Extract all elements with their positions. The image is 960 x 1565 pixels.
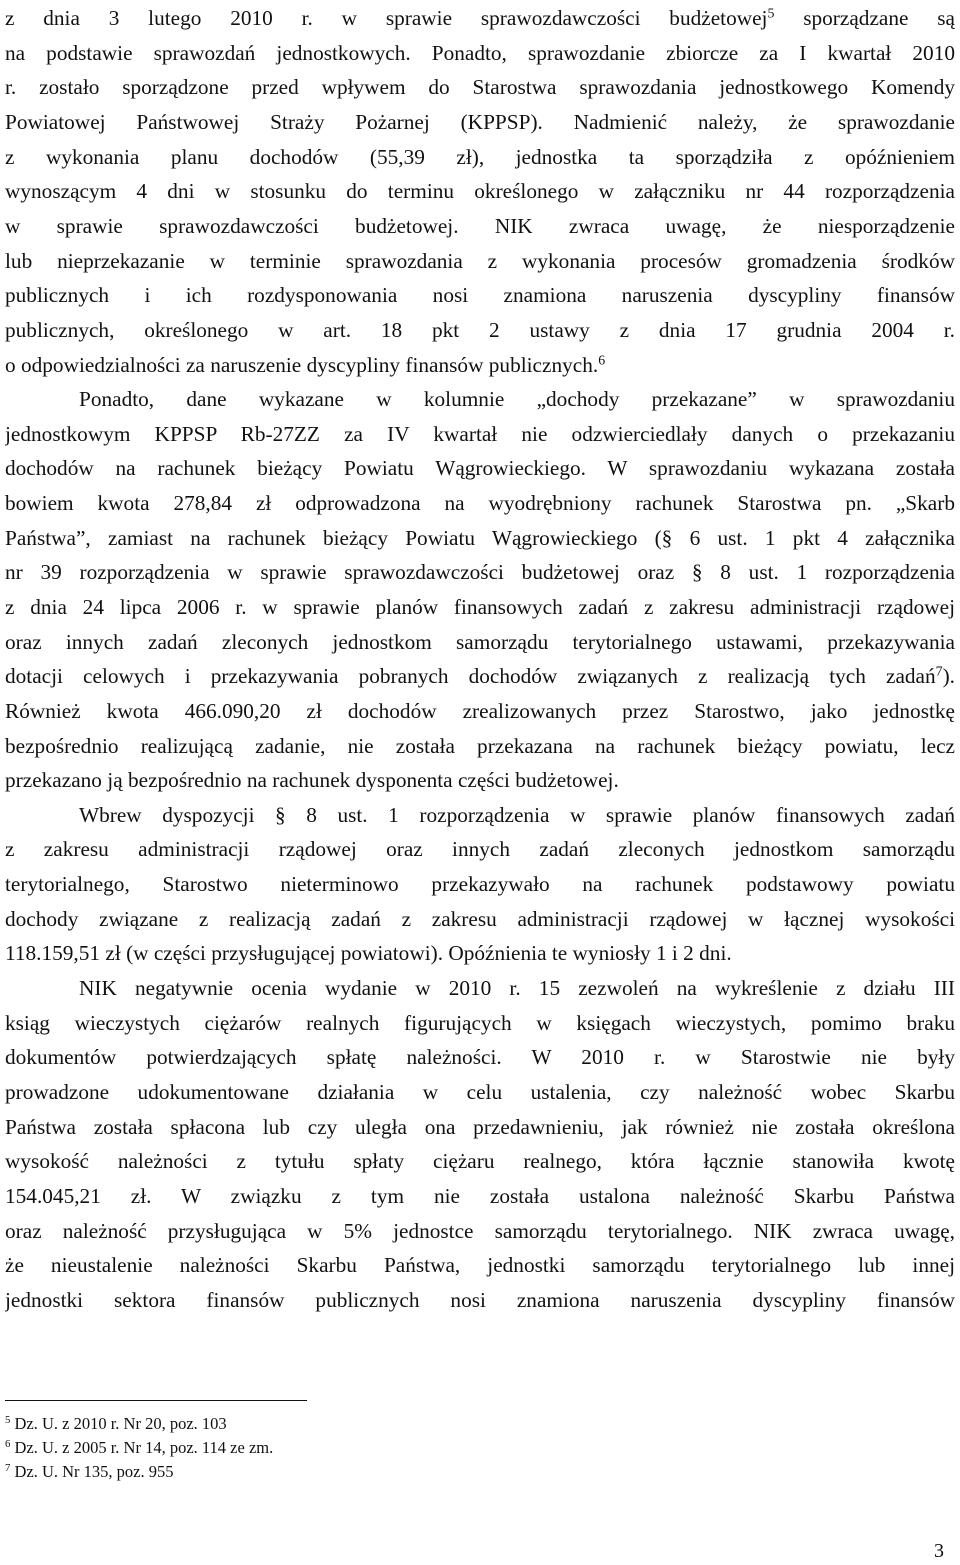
text-line-30: ksiąg wieczystych ciężarów realnych figurujących w księgach wieczystych, pomimo braku	[5, 1011, 955, 1035]
text-line-12: Ponadto, dane wykazane w kolumnie „dochody przekazane” w sprawozdaniu	[79, 387, 955, 411]
text-line-3: r. zostało sporządzone przed wpływem do Starostwa sprawozdania jednostkowego Komendy	[5, 75, 955, 99]
page-number: 3	[934, 1540, 944, 1562]
text-line-34: wysokość należności z tytułu spłaty ciężaru realnego, która łącznie stanowiła kwotę	[5, 1149, 955, 1173]
footnote-6: $^6$ Dz. U. z 2005 r. Nr 14, poz. 114 ze zm.	[5, 1438, 274, 1457]
text-line-36: oraz należność przysługująca w 5% jednostce samorządu terytorialnego. NIK zwraca uwagę,	[5, 1219, 955, 1243]
text-line-16: Państwa”, zamiast na rachunek bieżący Powiatu Wągrowieckiego (§ 6 ust. 1 pkt 4 załącznika	[5, 526, 955, 550]
text-line-11: o odpowiedzialności za naruszenie dyscypliny finansów publicznych.$^6$	[5, 352, 606, 377]
text-line-26: terytorialnego, Starostwo nieterminowo przekazywało na rachunek podstawowy powiatu	[5, 872, 955, 896]
text-line-1: z dnia 3 lutego 2010 r. w sprawie sprawozdawczości budżetowej$^5$ sporządzane są	[5, 5, 955, 30]
text-line-22: bezpośrednio realizującą zadanie, nie została przekazana na rachunek bieżący powiatu, lecz	[5, 734, 955, 758]
text-line-8: lub nieprzekazanie w terminie sprawozdania z wykonania procesów gromadzenia środków	[5, 249, 955, 273]
text-line-24: Wbrew dyspozycji § 8 ust. 1 rozporządzenia w sprawie planów finansowych zadań	[79, 803, 955, 827]
footnote-ref-6: 6	[598, 352, 606, 368]
text-line-25: z zakresu administracji rządowej oraz innych zadań zleconych jednostkom samorządu	[5, 837, 955, 861]
text-line-9: publicznych i ich rozdysponowania nosi znamiona naruszenia dyscypliny finansów	[5, 283, 955, 307]
text-line-31: dokumentów potwierdzających spłatę należności. W 2010 r. w Starostwie nie były	[5, 1045, 955, 1069]
text-line-15: bowiem kwota 278,84 zł odprowadzona na wyodrębniony rachunek Starostwa pn. „Skarb	[5, 491, 955, 515]
text-line-32: prowadzone udokumentowane działania w celu ustalenia, czy należność wobec Skarbu	[5, 1080, 955, 1104]
text-line-17: nr 39 rozporządzenia w sprawie sprawozdawczości budżetowej oraz § 8 ust. 1 rozporządzenia	[5, 560, 955, 584]
footnote-5: $^5$ Dz. U. z 2010 r. Nr 20, poz. 103	[5, 1414, 227, 1433]
footnote-ref-7: 7	[935, 663, 943, 679]
text-line-6: wynoszącym 4 dni w stosunku do terminu określonego w załączniku nr 44 rozporządzenia	[5, 179, 955, 203]
text-line-37: że nieustalenie należności Skarbu Państwa, jednostki samorządu terytorialnego lub innej	[5, 1253, 955, 1277]
text-line-4: Powiatowej Państwowej Straży Pożarnej (KPPSP). Nadmienić należy, że sprawozdanie	[5, 110, 955, 134]
text-line-29: NIK negatywnie ocenia wydanie w 2010 r. 15 zezwoleń na wykreślenie z działu III	[79, 976, 955, 1000]
text-line-7: w sprawie sprawozdawczości budżetowej. NIK zwraca uwagę, że niesporządzenie	[5, 214, 955, 238]
text-line-20: dotacji celowych i przekazywania pobranych dochodów związanych z realizacją tych zadań$^7$).	[5, 663, 955, 688]
footnote-separator	[5, 1400, 307, 1401]
text-line-10: publicznych, określonego w art. 18 pkt 2 ustawy z dnia 17 grudnia 2004 r.	[5, 318, 955, 342]
text-line-19: oraz innych zadań zleconych jednostkom samorządu terytorialnego ustawami, przekazywania	[5, 630, 955, 654]
text-line-5: z wykonania planu dochodów (55,39 zł), jednostka ta sporządziła z opóźnieniem	[5, 145, 955, 169]
text-line-28: 118.159,51 zł (w części przysługującej powiatowi). Opóźnienia te wyniosły 1 i 2 dni.	[5, 941, 732, 965]
text-line-33: Państwa została spłacona lub czy uległa ona przedawnieniu, jak również nie została określona	[5, 1115, 955, 1139]
footnote-7: $^7$ Dz. U. Nr 135, poz. 955	[5, 1462, 174, 1481]
text-line-21: Również kwota 466.090,20 zł dochodów zrealizowanych przez Starostwo, jako jednostkę	[5, 699, 955, 723]
text-line-14: dochodów na rachunek bieżący Powiatu Wągrowieckiego. W sprawozdaniu wykazana została	[5, 456, 955, 480]
text-line-13: jednostkowym KPPSP Rb-27ZZ za IV kwartał nie odzwierciedlały danych o przekazaniu	[5, 422, 955, 446]
text-line-2: na podstawie sprawozdań jednostkowych. Ponadto, sprawozdanie zbiorcze za I kwartał 2010	[5, 41, 955, 65]
text-line-38: jednostki sektora finansów publicznych nosi znamiona naruszenia dyscypliny finansów	[5, 1288, 955, 1312]
text-line-23: przekazano ją bezpośrednio na rachunek dysponenta części budżetowej.	[5, 768, 619, 792]
text-line-18: z dnia 24 lipca 2006 r. w sprawie planów finansowych zadań z zakresu administracji rządowej	[5, 595, 955, 619]
text-line-35: 154.045,21 zł. W związku z tym nie została ustalona należność Skarbu Państwa	[5, 1184, 955, 1208]
text-line-27: dochody związane z realizacją zadań z zakresu administracji rządowej w łącznej wysokości	[5, 907, 955, 931]
footnote-ref-5: 5	[767, 5, 775, 21]
